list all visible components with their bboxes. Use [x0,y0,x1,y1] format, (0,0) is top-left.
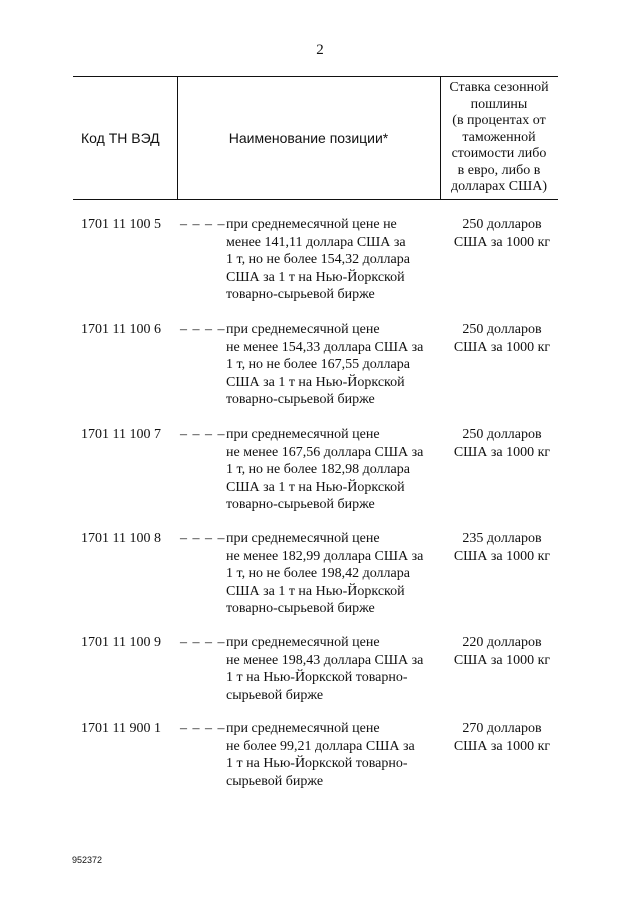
description-line: 1 т на Нью-Йоркской товарно- [226,756,408,772]
header-name: Наименование позиции* [228,130,389,146]
rate-line: США за 1000 кг [453,738,551,754]
description-line: 1 т, но не более 154,32 доллара [226,252,410,268]
header-rate-line: Ставка сезонной [449,80,549,96]
description-line: товарно-сырьевой бирже [226,287,375,303]
row-rate [440,634,564,669]
row-code: 1701 11 900 1 [81,721,161,736]
row-rate [440,426,564,461]
description-line: США за 1 т на Нью-Йоркской [226,374,405,390]
row-dashes: – – – – [180,635,226,650]
rate-line: 250 долларов [462,322,542,337]
table-header [73,76,558,200]
rate-line: 220 долларов [462,635,542,650]
description-line: 1 т на Нью-Йоркской товарно- [226,670,408,686]
row-code: 1701 11 100 7 [81,427,161,442]
rate-line: США за 1000 кг [453,444,551,460]
rate-line: 270 долларов [462,721,542,736]
header-rate-line: долларах США) [450,179,548,195]
row-dashes: – – – – [180,531,226,546]
row-dashes: – – – – [180,217,226,232]
row-rate [440,216,564,251]
rate-line: США за 1000 кг [453,652,551,668]
header-rate-line: таможенной [462,129,536,145]
description-line: США за 1 т на Нью-Йоркской [226,479,405,495]
description-line: при среднемесячной цене [226,427,380,442]
description-line: США за 1 т на Нью-Йоркской [226,583,405,599]
row-rate [440,321,564,356]
row-code: 1701 11 100 8 [81,531,161,546]
description-line: 1 т, но не более 198,42 доллара [226,566,410,582]
row-description [226,321,440,409]
description-line: не менее 167,56 доллара США за [226,444,424,460]
description-line: сырьевой бирже [226,773,324,789]
header-rate-line: пошлины [470,96,528,112]
description-line: при среднемесячной цене [226,322,380,337]
description-line: не более 99,21 доллара США за [226,738,415,754]
description-line: при среднемесячной цене [226,531,380,546]
description-line: при среднемесячной цене [226,635,380,650]
description-line: сырьевой бирже [226,687,324,703]
description-line: не менее 154,33 доллара США за [226,339,424,355]
row-dashes: – – – – [180,322,226,337]
row-code: 1701 11 100 5 [81,217,161,232]
description-line: не менее 198,43 доллара США за [226,652,424,668]
description-line: США за 1 т на Нью-Йоркской [226,269,405,285]
rate-line: США за 1000 кг [453,234,551,250]
row-code: 1701 11 100 9 [81,635,161,650]
description-line: менее 141,11 доллара США за [226,234,406,250]
header-rate [440,77,558,199]
rate-line: США за 1000 кг [453,339,551,355]
row-description [226,720,440,790]
description-line: товарно-сырьевой бирже [226,497,375,513]
description-line: при среднемесячной цене [226,721,380,736]
row-dashes: – – – – [180,721,226,736]
rate-line: США за 1000 кг [453,548,551,564]
description-line: товарно-сырьевой бирже [226,601,375,617]
row-dashes: – – – – [180,427,226,442]
header-rate-line: стоимости либо [451,146,547,162]
description-line: при среднемесячной цене не [226,217,397,232]
row-code: 1701 11 100 6 [81,322,161,337]
description-line: 1 т, но не более 167,55 доллара [226,357,410,373]
page-number: 2 [316,42,324,58]
row-rate [440,530,564,565]
header-rate-line: в евро, либо в [457,162,541,178]
row-description [226,216,440,304]
row-description [226,530,440,618]
row-rate [440,720,564,755]
rate-line: 250 долларов [462,427,542,442]
header-rate-line: (в процентах от [452,113,546,129]
document-code: 952372 [72,855,103,865]
row-description [226,634,440,704]
rate-line: 235 долларов [462,531,542,546]
header-code: Код ТН ВЭД [81,130,160,146]
rate-line: 250 долларов [462,217,542,232]
description-line: товарно-сырьевой бирже [226,392,375,408]
description-line: не менее 182,99 доллара США за [226,548,424,564]
description-line: 1 т, но не более 182,98 доллара [226,462,410,478]
row-description [226,426,440,514]
